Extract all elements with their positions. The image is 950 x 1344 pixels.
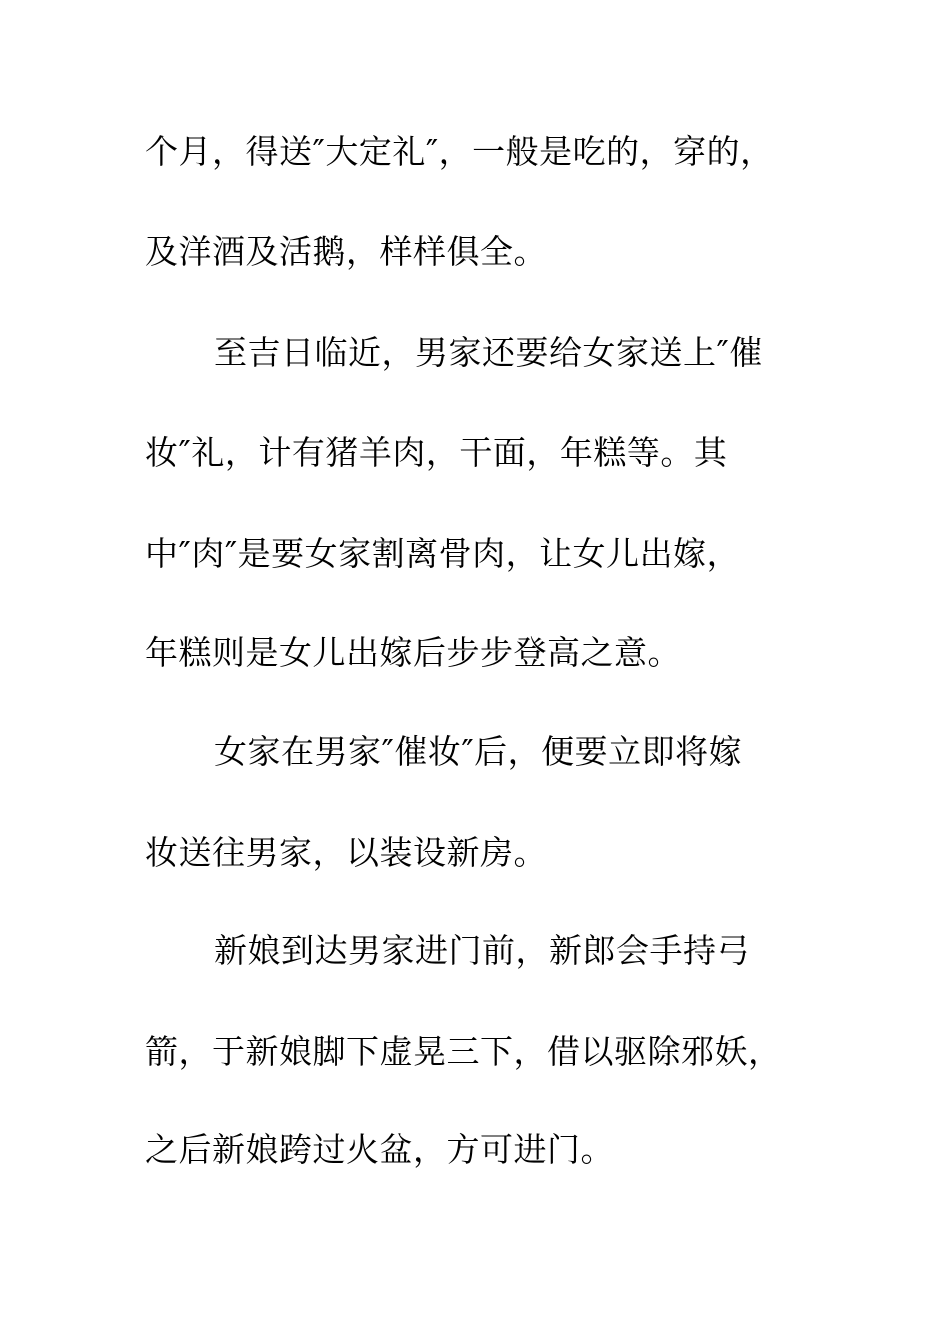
text-line: 中″肉″是要女家割离骨肉，让女儿出嫁， xyxy=(145,534,741,573)
text-line: 箭，于新娘脚下虚晃三下，借以驱除邪妖， xyxy=(145,1032,782,1071)
paragraph-first-line: 女家在男家″催妆″后，便要立即将嫁 xyxy=(214,732,743,771)
text-line: 妆送往男家，以装设新房。 xyxy=(145,833,547,872)
paragraph-first-line: 新娘到达男家进门前，新郎会手持弓 xyxy=(214,931,750,970)
paragraph-first-line: 至吉日临近，男家还要给女家送上″催 xyxy=(214,333,763,372)
text-line: 及洋酒及活鹅，样样俱全。 xyxy=(145,232,547,271)
text-line: 之后新娘跨过火盆，方可进门。 xyxy=(145,1130,614,1169)
text-line: 妆″礼，计有猪羊肉，干面，年糕等。其 xyxy=(145,433,728,472)
text-line: 个月，得送″大定礼″，一般是吃的，穿的， xyxy=(145,132,774,171)
text-line: 年糕则是女儿出嫁后步步登高之意。 xyxy=(145,633,681,672)
